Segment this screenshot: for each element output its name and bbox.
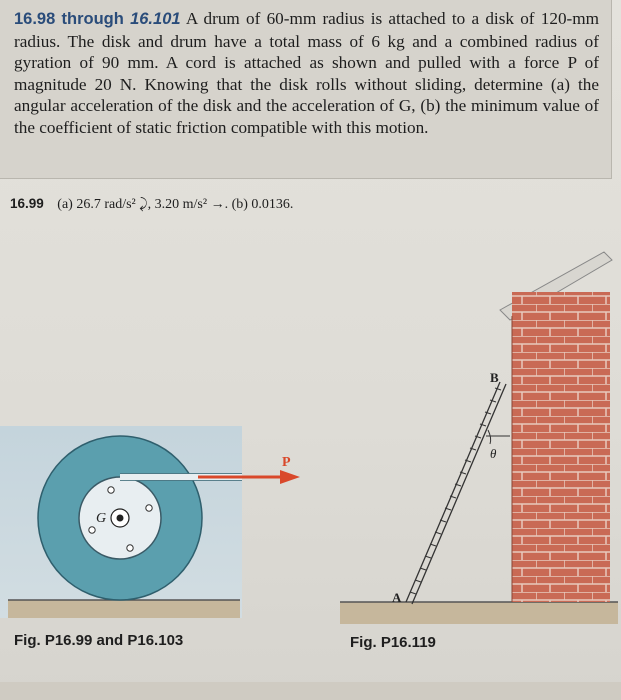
label-a: A bbox=[392, 590, 402, 605]
answer-line bbox=[10, 196, 293, 213]
problem-number-start: 16.98 bbox=[14, 10, 56, 28]
ground-right bbox=[340, 602, 618, 624]
problem-through: through bbox=[61, 10, 124, 28]
answer-number: 16.99 bbox=[10, 196, 44, 211]
theta-arc bbox=[488, 430, 491, 444]
label-theta: θ bbox=[490, 446, 497, 461]
problem-statement bbox=[14, 8, 599, 139]
label-g: G bbox=[96, 511, 107, 526]
problem-text: A drum of 60-mm radius is attached to a disk of 120-mm radius. The disk and drum have a total mass of 6 kg and a combined radius of gyration of 90 mm. A cord is attached as shown and pulled with a force P of magnitude 20 N. Knowing that the disk rolls without sliding, determine (a) the angular acceleration of the disk and the acceleration of G, (b) the minimum value of the coefficient of static friction compatible with this motion. bbox=[14, 9, 599, 137]
bolt-top bbox=[108, 487, 114, 493]
bolt-left bbox=[89, 527, 95, 533]
ground-shadow bbox=[8, 600, 240, 618]
ladder-rungs bbox=[410, 388, 501, 594]
figure-ladder bbox=[340, 224, 618, 624]
bolt-bottom bbox=[127, 545, 133, 551]
answer-text: (a) 26.7 rad/s² ⤸, 3.20 m/s² →. (b) 0.0136. bbox=[57, 197, 294, 212]
ladder-rail-left bbox=[406, 382, 500, 602]
brick-wall bbox=[512, 292, 610, 602]
ladder-rail-right bbox=[412, 384, 506, 604]
label-b: B bbox=[490, 370, 499, 385]
problem-box bbox=[0, 0, 612, 179]
caption-left: Fig. P16.99 and P16.103 bbox=[14, 632, 184, 649]
next-page-strip bbox=[0, 682, 621, 700]
force-label-layer bbox=[0, 426, 300, 486]
label-p: P bbox=[282, 455, 291, 470]
force-arrow-head-outer bbox=[280, 470, 300, 484]
caption-right: Fig. P16.119 bbox=[350, 634, 436, 651]
center-point bbox=[117, 515, 124, 522]
problem-number-end: 16.101 bbox=[130, 10, 181, 28]
bolt-right bbox=[146, 505, 152, 511]
